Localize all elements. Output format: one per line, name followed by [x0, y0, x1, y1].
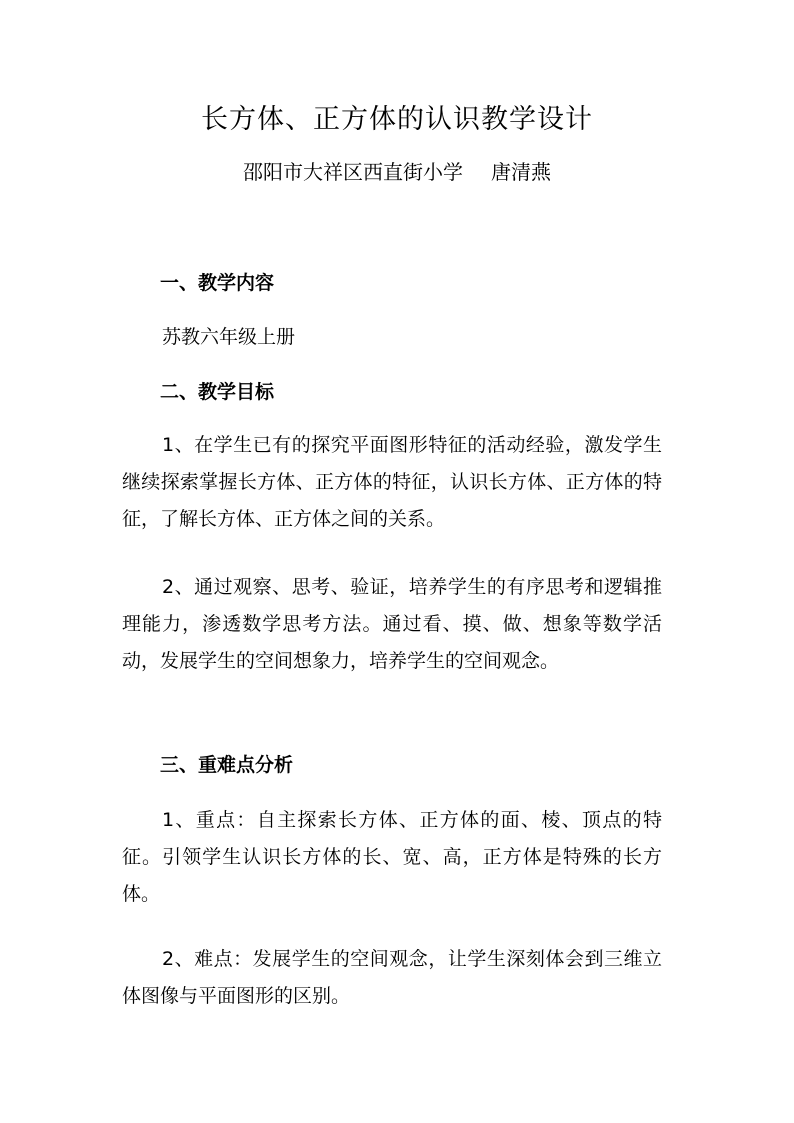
analysis-paragraph-2: 2、难点：发展学生的空间观念，让学生深刻体会到三维立体图像与平面图形的区别。 — [122, 948, 662, 1007]
author-line — [0, 156, 794, 188]
author-name: 唐清燕 — [491, 160, 551, 184]
analysis-paragraph-1: 1、重点：自主探索长方体、正方体的面、棱、顶点的特征。引领学生认识长方体的长、宽、高，正方体是特殊的长方体。 — [122, 809, 662, 905]
document-title: 长方体、正方体的认识教学设计 — [201, 104, 593, 135]
section-heading-content: 一、教学内容 — [160, 272, 275, 294]
goal-paragraph-2: 2、通过观察、思考、验证，培养学生的有序思考和逻辑推理能力，渗透数学思考方法。通过看、摸、做、想象等数学活动，发展学生的空间想象力，培养学生的空间观念。 — [122, 576, 662, 672]
goal-paragraph-1: 1、在学生已有的探究平面图形特征的活动经验，激发学生继续探索掌握长方体、正方体的特征，认识长方体、正方体的特征，了解长方体、正方体之间的关系。 — [122, 434, 662, 530]
section-heading-analysis: 三、重难点分析 — [160, 754, 294, 776]
author-school: 邵阳市大祥区西直街小学 — [243, 160, 463, 184]
section-heading-goals: 二、教学目标 — [160, 381, 275, 403]
content-text: 苏教六年级上册 — [162, 326, 296, 348]
